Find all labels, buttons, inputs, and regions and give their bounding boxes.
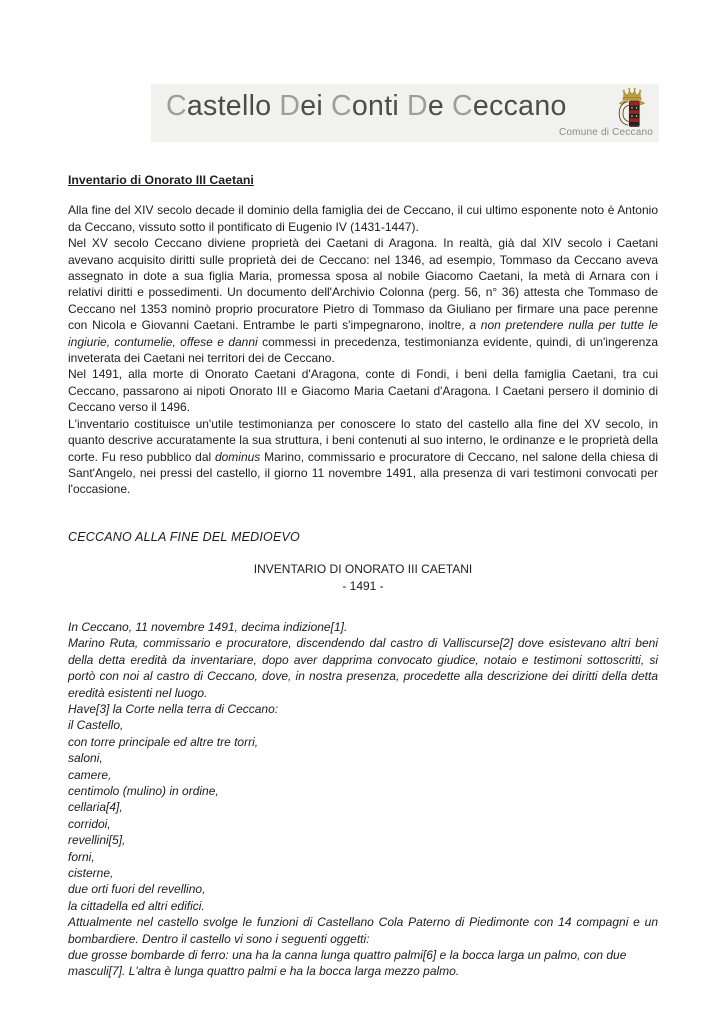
inventory-list [68,717,658,914]
title-word-capital: D [407,90,428,122]
paragraph-run-italic: dominus [214,449,261,464]
title-word-capital: C [331,90,352,122]
inventory-paragraph-5: due grosse bombarde di ferro: una ha la canna lunga quattro palmi[6] e la bocca larga un palmo, con due masculi[7]. L'altra è lunga quattro palmi e ha la bocca larga mezzo palmo. [68,948,627,979]
title-word-rest: ei [300,90,324,122]
title-word [452,90,567,122]
section-title: CECCANO ALLA FINE DEL MEDIOEVO [68,529,300,544]
inventory-paragraph-1: In Ceccano, 11 novembre 1491, decima indizione[1]. [68,619,348,634]
intro-paragraph-2 [68,235,658,366]
inventory-heading [68,561,658,594]
paragraph-run: L'inventario costituisce un'utile testimonianza per conoscere lo stato del castello alla fine del XV secolo, in quanto descrive accuratamente la sua struttura, i beni contenuti al suo interno, le ordinanze e le proprietà della corte. Fu reso pubblico dal [68,416,658,464]
intro-paragraph-4 [68,416,658,498]
header-subtitle: Comune di Ceccano [558,127,653,138]
ceccano-coat-of-arms-icon [612,86,652,128]
list-item: cellaria[4], [68,800,123,815]
list-item: forni, [68,849,95,864]
inventory-paragraph-2: Marino Ruta, commissario e procuratore, discendendo dal castro di Valliscurse[2] dove esistevano altri beni della detta eredità da inventariare, dopo aver dapprima convocato giudice, notaio e testimoni sottoscritti, si portò con noi al castro di Ceccano, dove, in nostra presenza, procedette alla descrizione dei diritti della detta eredità esistenti nel luogo. [68,636,658,700]
paragraph-run: commessi in precedenza, testimonianza evidente, quindi, di un'ingerenza inveterata dei Caetani nei territori dei de Ceccano. [68,334,658,366]
list-item: il Castello, [68,718,124,733]
title-word [407,90,444,122]
header-banner [151,84,659,142]
paragraph-run-italic: a non pretendere nulla per tutte le ingiurie, contumelie, offese e danni [68,318,658,349]
inventory-heading-line2: - 1491 - [342,578,384,593]
title-word-rest: astello [186,90,272,122]
list-item: centimolo (mulino) in ordine, [68,784,219,798]
page-title [166,89,575,123]
title-word-rest: eccano [472,90,567,122]
title-word-rest: onti [351,90,400,122]
title-word [279,90,323,122]
list-item: corridoi, [68,816,111,831]
list-item: saloni, [68,751,103,766]
list-item: con torre principale ed altre tre torri, [68,734,259,749]
inventory-paragraph-3: Have[3] la Corte nella terra di Ceccano: [68,701,279,716]
inventory-heading-line1: INVENTARIO DI ONORATO III CAETANI [253,562,473,577]
inventory-text [68,619,658,980]
paragraph-run: Marino, commissario e procuratore di Ceccano, nel salone della chiesa di Sant'Angelo, nei pressi del castello, il giorno 11 novembre 1491, alla presenza di vari testimoni convocati per l'occasione. [68,449,659,497]
intro-paragraph-1: Alla fine del XIV secolo decade il dominio della famiglia dei de Ceccano, il cui ultimo esponente noto è Antonio da Ceccano, vissuto sotto il pontificato di Eugenio IV (1431-1447). [68,203,658,234]
list-item: camere, [68,767,112,782]
title-word-rest: e [427,90,445,122]
inventory-paragraph-4: Attualmente nel castello svolge le funzioni di Castellano Cola Paterno di Piedimonte con 14 compagni e un bombardiere. Dentro il castello vi sono i seguenti oggetti: [68,915,658,946]
document-heading: Inventario di Onorato III Caetani [68,173,254,187]
list-item: cisterne, [68,866,114,881]
title-word-capital: C [166,90,187,122]
title-word [331,90,399,122]
title-word-capital: C [452,90,473,122]
list-item: revellini[5], [68,833,126,848]
intro-paragraph-3: Nel 1491, alla morte di Onorato Caetani d'Aragona, conte di Fondi, i beni della famiglia Caetani, tra cui Ceccano, passarono ai nipoti Onorato III e Giacomo Maria Caetani d'Aragona. I Caetani persero il dominio di Ceccano verso il 1496. [68,367,658,415]
title-word-capital: D [279,90,301,122]
title-word [166,90,271,122]
list-item: due orti fuori del revellino, [68,882,206,897]
list-item: la cittadella ed altri edifici. [68,898,205,913]
paragraph-run: Nel XV secolo Ceccano diviene proprietà dei Caetani di Aragona. In realtà, già dal XIV secolo i Caetani avevano acquisito diritti sulle proprietà dei de Ceccano: nel 1346, ad esempio, Tommaso da Ceccano aveva assegnato in dote a sua figlia Maria, promessa sposa al nobile Giacomo Caetani, la metà di Arnara con i relativi diritti e possedimenti. Un documento dell'Archivio Colonna (perg. 56, n° 36) attesta che Tommaso de Ceccano nel 1353 nominò proprio procuratore Pietro di Tommaso da Giuliano per firmare una pace perenne con Nicola e Giovanni Caetani. Entrambe le parti s'impegnarono, inoltre, [68,236,658,333]
document-body [68,172,658,980]
